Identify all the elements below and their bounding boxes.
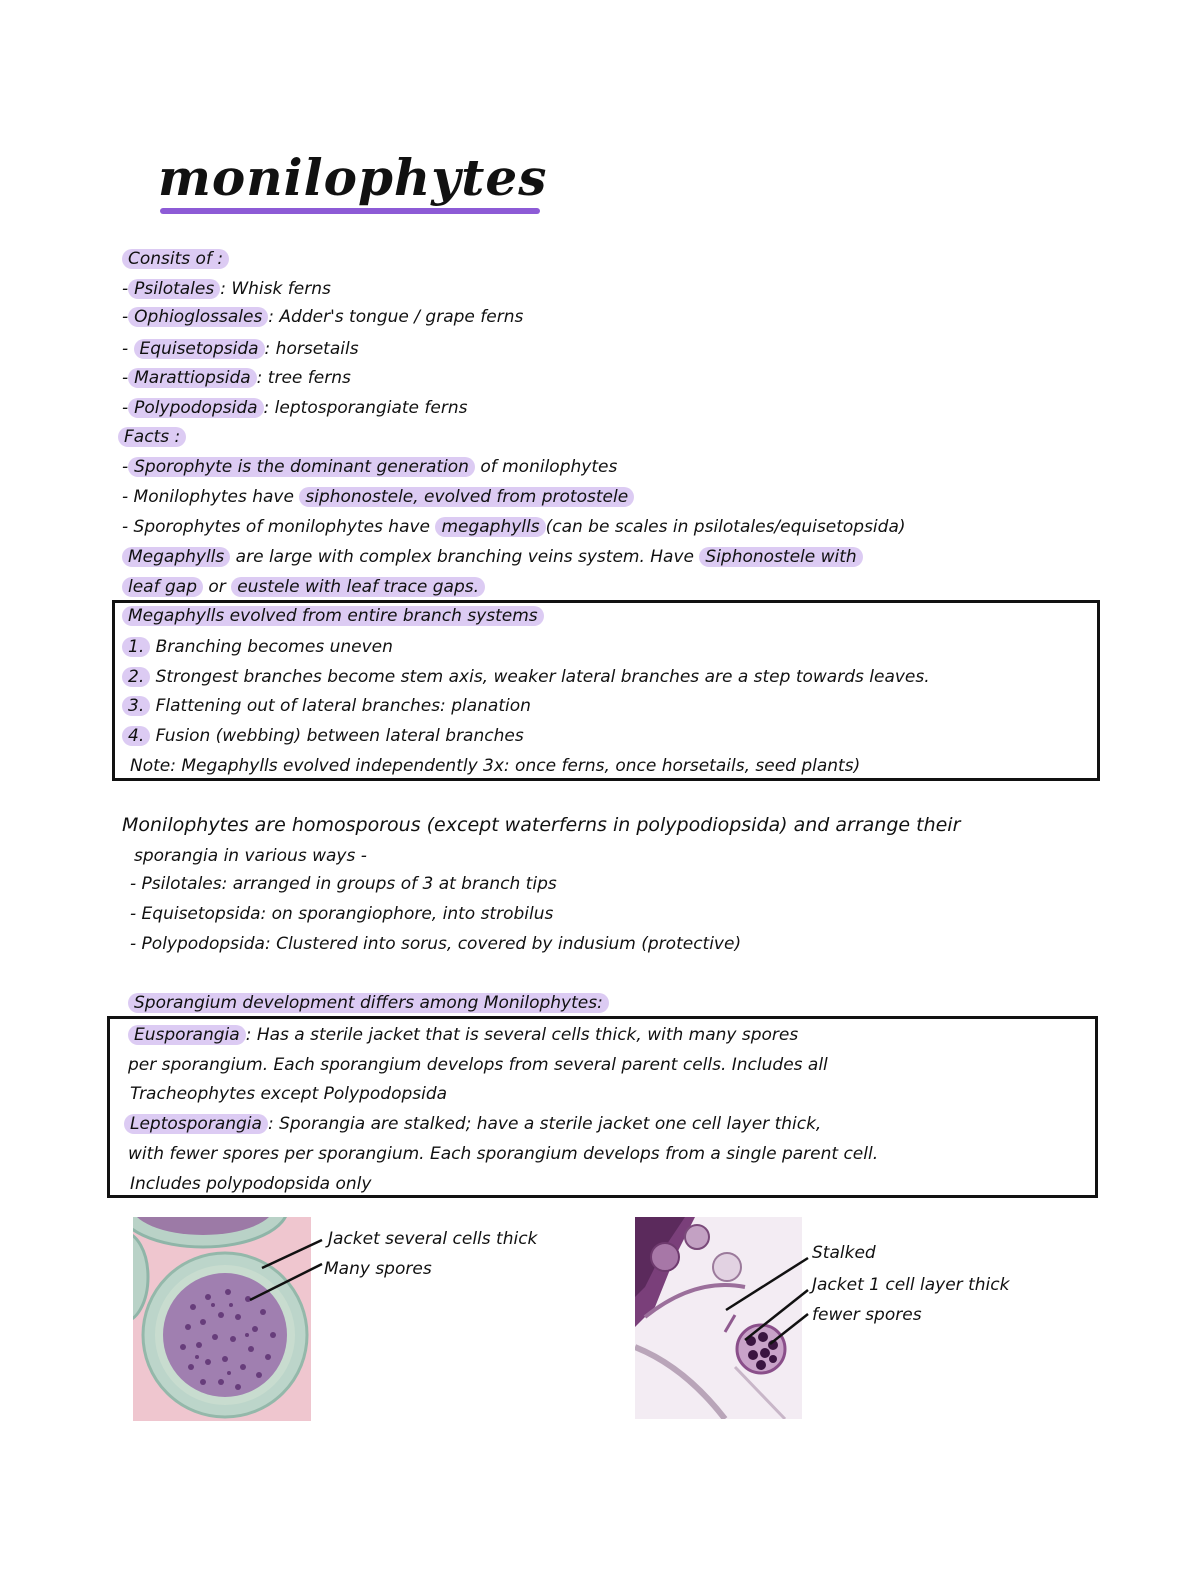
- step-item: 2. Strongest branches become stem axis, weaker lateral branches are a step towards leaves.: [122, 666, 930, 688]
- list-item: - Ophioglossales : Adder's tongue / grape ferns: [122, 307, 524, 327]
- list-item: - Psilotales : Whisk ferns: [122, 279, 331, 299]
- sporangium-heading: Sporangium development differs among Monilophytes:: [128, 993, 609, 1013]
- list-item: - Equisetopsida : horsetails: [122, 339, 359, 359]
- consists-heading: Consits of :: [122, 249, 229, 269]
- leptosporangia-line-2: with fewer spores per sporangium. Each sporangium develops from a single parent cell.: [128, 1144, 879, 1164]
- eusporangia-line-2: per sporangium. Each sporangium develops from several parent cells. Includes all: [128, 1055, 828, 1075]
- list-item: - Polypodopsida: Clustered into sorus, covered by indusium (protective): [130, 934, 742, 954]
- eusporangia-line-1: Eusporangia : Has a sterile jacket that is several cells thick, with many spores: [128, 1024, 798, 1046]
- page-title: monilophytes: [158, 148, 548, 207]
- leptosporangia-line-3: Includes polypodopsida only: [130, 1174, 372, 1194]
- right-label-jacket: Jacket 1 cell layer thick: [812, 1275, 1010, 1295]
- left-label-jacket: Jacket several cells thick: [328, 1229, 538, 1249]
- fact-line-3: - Sporophytes of monilophytes have megaphylls (can be scales in psilotales/equisetopsida): [122, 517, 906, 537]
- fact-line-2: - Monilophytes have siphonostele, evolved from protostele: [122, 486, 634, 508]
- homosporous-line-2: sporangia in various ways -: [134, 846, 367, 866]
- step-item: 1. Branching becomes uneven: [122, 636, 393, 658]
- list-item: - Equisetopsida: on sporangiophore, into strobilus: [130, 904, 554, 924]
- left-label-spores: Many spores: [324, 1259, 432, 1279]
- leptosporangia-line-1: Leptosporangia : Sporangia are stalked; have a sterile jacket one cell layer thick,: [124, 1113, 821, 1135]
- list-item: - Marattiopsida : tree ferns: [122, 368, 351, 388]
- step-item: 4. Fusion (webbing) between lateral branches: [122, 725, 524, 747]
- list-item: - Polypodopsida : leptosporangiate ferns: [122, 398, 468, 418]
- facts-heading: Facts :: [118, 427, 186, 447]
- megaphyll-note: Note: Megaphylls evolved independently 3x: once ferns, once horsetails, seed plants): [130, 756, 861, 776]
- list-item: - Psilotales: arranged in groups of 3 at branch tips: [130, 874, 557, 894]
- fact-line-5: leaf gap or eustele with leaf trace gaps.: [122, 576, 485, 598]
- right-label-stalked: Stalked: [812, 1243, 876, 1263]
- eusporangia-line-3: Tracheophytes except Polypodopsida: [130, 1084, 448, 1104]
- fact-line-4: Megaphylls are large with complex branching veins system. Have Siphonostele with: [122, 546, 863, 568]
- megaphyll-box-heading: Megaphylls evolved from entire branch systems: [122, 606, 544, 626]
- fact-line-1: - Sporophyte is the dominant generation of monilophytes: [122, 457, 618, 477]
- homosporous-line-1: Monilophytes are homosporous (except waterferns in polypodiopsida) and arrange their: [122, 814, 961, 836]
- right-label-spores: fewer spores: [812, 1305, 922, 1325]
- step-item: 3. Flattening out of lateral branches: planation: [122, 695, 531, 717]
